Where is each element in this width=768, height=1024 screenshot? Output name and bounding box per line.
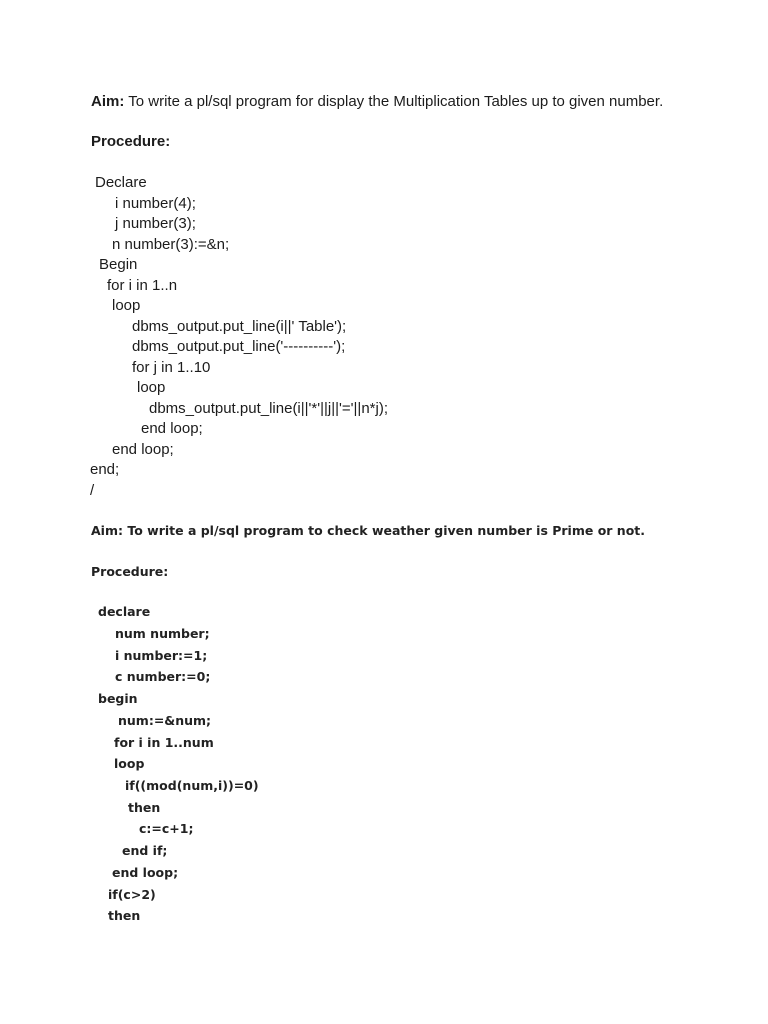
procedure-label-2: Procedure: xyxy=(91,564,169,579)
code-line-1-11: loop xyxy=(137,379,166,396)
aim-line-1 xyxy=(91,94,663,109)
code-line-2-12: end if; xyxy=(122,843,168,858)
code-line-1-12: dbms_output.put_line(i||'*'||j||'='||n*j); xyxy=(149,400,388,417)
code-line-2-11: c:=c+1; xyxy=(139,821,194,836)
code-line-2-1: declare xyxy=(98,604,151,619)
aim-line-2 xyxy=(91,525,645,538)
aim-text-1: To write a pl/sql program for display the Multiplication Tables up to given number. xyxy=(124,93,664,110)
code-line-2-9: if((mod(num,i))=0) xyxy=(125,778,259,793)
code-line-2-3: i number:=1; xyxy=(115,648,208,663)
aim-text-2: To write a pl/sql program to check weather given number is Prime or not. xyxy=(122,523,646,538)
code-line-1-7: loop xyxy=(112,297,141,314)
code-line-1-14: end loop; xyxy=(112,441,174,458)
code-line-1-16: / xyxy=(90,482,95,499)
code-line-2-15: then xyxy=(108,908,141,923)
code-line-1-5: Begin xyxy=(99,256,138,273)
code-line-2-13: end loop; xyxy=(112,865,179,880)
code-line-2-8: loop xyxy=(114,756,145,771)
code-line-2-10: then xyxy=(128,800,161,815)
code-line-2-2: num number; xyxy=(115,626,210,641)
code-line-1-3: j number(3); xyxy=(115,215,196,232)
code-line-2-6: num:=&num; xyxy=(118,713,212,728)
procedure-label-1: Procedure: xyxy=(91,133,171,150)
code-line-1-8: dbms_output.put_line(i||' Table'); xyxy=(132,318,347,335)
aim-label-1: Aim: xyxy=(91,93,125,110)
code-line-1-13: end loop; xyxy=(141,420,203,437)
code-line-1-1: Declare xyxy=(95,174,147,191)
code-line-2-7: for i in 1..num xyxy=(114,735,214,750)
code-line-2-5: begin xyxy=(98,691,138,706)
code-line-1-4: n number(3):=&n; xyxy=(112,236,230,253)
code-line-2-4: c number:=0; xyxy=(115,669,211,684)
code-line-1-10: for j in 1..10 xyxy=(132,359,211,376)
code-line-1-2: i number(4); xyxy=(115,195,196,212)
code-line-2-14: if(c>2) xyxy=(108,887,156,902)
aim-label-2: Aim: xyxy=(91,523,123,538)
code-line-1-6: for i in 1..n xyxy=(107,277,178,294)
code-line-1-15: end; xyxy=(90,461,120,478)
code-line-1-9: dbms_output.put_line('----------'); xyxy=(132,338,346,355)
